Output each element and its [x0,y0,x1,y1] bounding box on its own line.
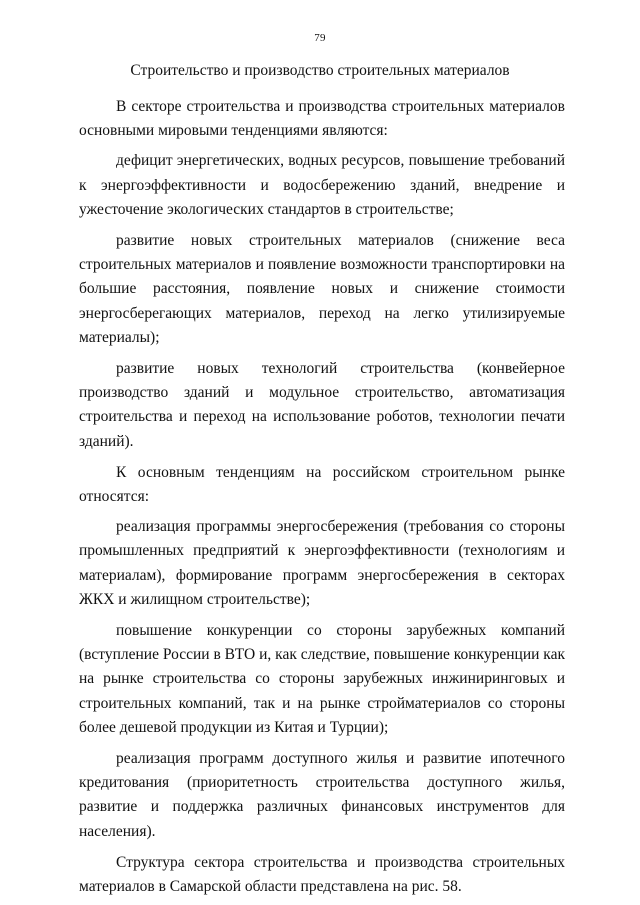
paragraph-new-materials: развитие новых строительных материалов (снижение веса строительных материалов и появление возможности транспортировки на большие расстояния, появление новых и снижение стоимости энергосберегающих материалов, переход на легко утилизируемые материалы); [79,232,565,346]
paragraph-resource-deficit: дефицит энергетических, водных ресурсов, повышение требований к энергоэффективности и водосбережению зданий, внедрение и ужесточение экологических стандартов в строительстве; [79,152,565,218]
paragraph-affordable-housing: реализация программ доступного жилья и развитие ипотечного кредитования (приоритетность строительства доступного жилья, развитие и поддержка различных финансовых инструментов для населения). [79,750,565,840]
paragraph-new-technologies: развитие новых технологий строительства (конвейерное производство зданий и модульное строительство, автоматизация строительства и переход на использование роботов, технологии печати зданий). [79,360,565,450]
paragraph-intro-global-trends: В секторе строительства и производства строительных материалов основными мировыми тенденциями являются: [79,98,565,140]
paragraph-samara-structure: Структура сектора строительства и производства строительных материалов в Самарской области представлена на рис. 58. [79,853,565,896]
paragraph-intro-russian-trends: К основным тенденциям на российском строительном рынке относятся: [79,463,565,506]
paragraph-energy-saving: реализация программы энергосбережения (требования со стороны промышленных предприятий к энергоэффективности (технологиям и материалам), формирование программ энергосбережения в секторах ЖКХ и жилищном строительстве); [79,518,565,608]
document-body [79,95,565,899]
paragraph-foreign-competition: повышение конкуренции со стороны зарубежных компаний (вступление России в ВТО и, как следствие, повышение конкуренции как на рынке строительства со стороны зарубежных инжиниринговых и строительных компаний, так и на рынке стройматериалов со стороны более дешевой продукции из Китая и Турции); [79,622,565,736]
page-number: 79 [314,32,326,44]
section-title: Строительство и производство строительных материалов [130,62,510,79]
